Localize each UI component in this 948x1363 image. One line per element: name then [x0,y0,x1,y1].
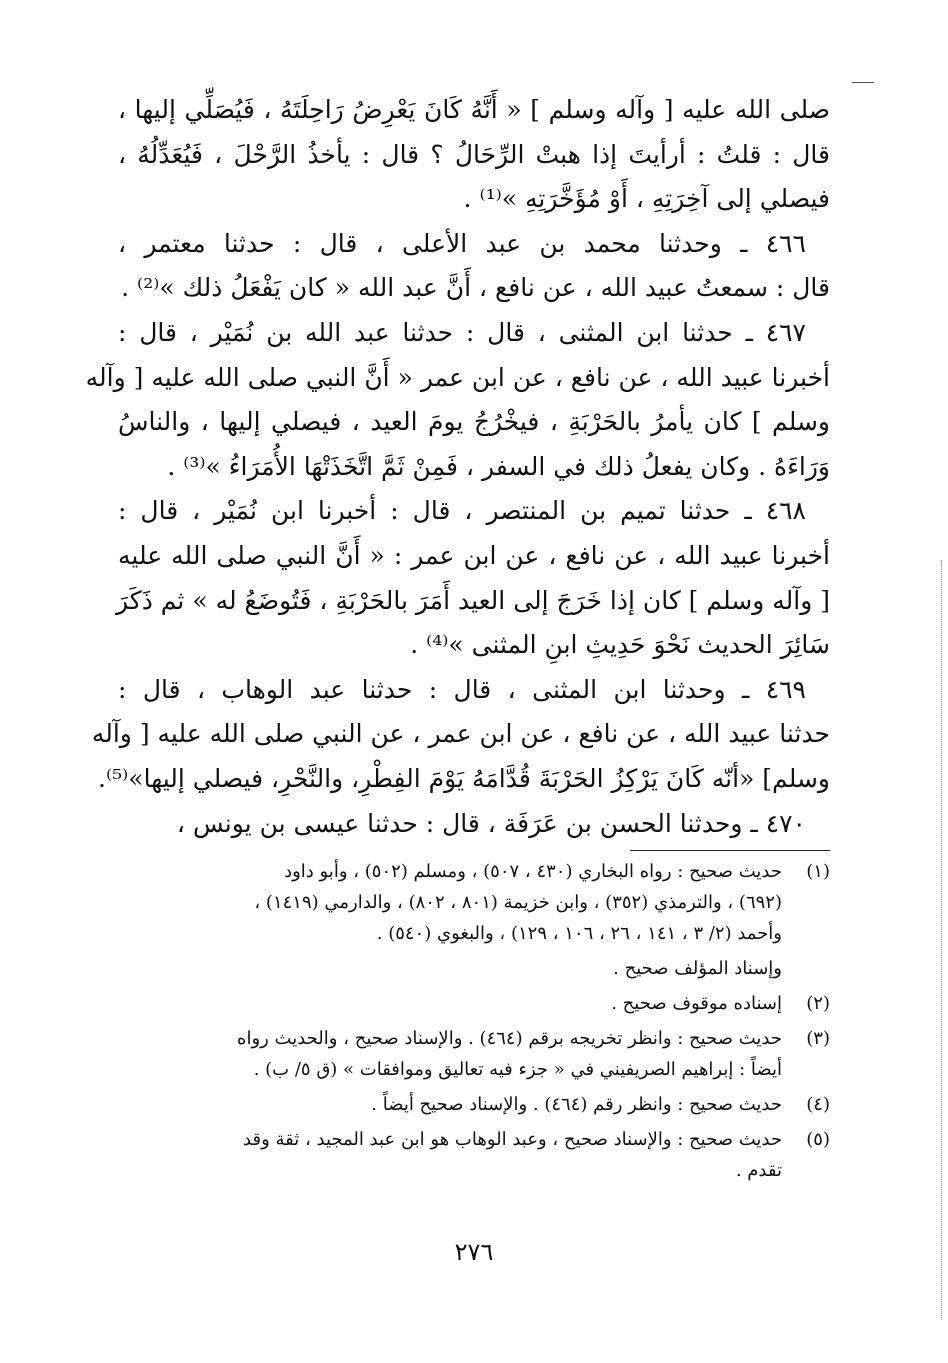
corner-mark [852,82,874,83]
text-line: وسلم] «أنّه كَانَ يَرْكِزُ الحَرْبَةَ قُدَّامَهُ يَوْمَ الفِطْرِ، والنَّحْرِ، فيصلي إليها»⁽⁵⁾. [98,763,830,793]
footnote [108,856,830,949]
footnote-line: حديث صحيح : وانظر رقم (٤٦٤) . والإسناد صحيح أيضاً . [371,1094,782,1115]
text-line: أخبرنا عبيد الله ، عن نافع ، عن ابن عمر : « أَنَّ النبي صلى الله عليه [118,540,830,570]
text-line: [ وآله وسلم ] كان إذا خَرَجَ إلى العيد أَمَرَ بالحَرْبَةِ ، فَتُوضَعُ له » ثم ذَكَرَ [116,585,830,615]
footnote [108,1124,830,1186]
hadith-469-line: ٤٦٩ ـ وحدثنا ابن المثنى ، قال : حدثنا عبد الوهاب ، قال : [118,674,806,704]
text-line: صلى الله عليه [ وآله وسلم ] « أَنَّهُ كَانَ يَعْرِضُ رَاحِلَتَهُ ، فَيُصَلِّي إليها ، [118,95,830,124]
hadith-468-line: ٤٦٨ ـ حدثنا تميم بن المنتصر ، قال : أخبرنا ابن نُمَيْر ، قال : [118,496,806,526]
text-line: قال : سمعتُ عبيد الله ، عن نافع ، أَنَّ عبد الله « كان يَفْعَلُ ذلك »⁽²⁾ . [121,273,830,303]
text-line: سَائِرَ الحديث نَحْوَ حَدِيثِ ابنِ المثنى »⁽⁴⁾ . [410,630,830,660]
footnote-line: حديث صحيح : وانظر تخريجه برقم (٤٦٤) . والإسناد صحيح ، والحديث رواه [237,1028,782,1049]
footnote-line: أيضاً : إبراهيم الصريفيني في « جزء فيه تعاليق وموافقات » (ق ٥/ ب) . [253,1059,782,1080]
hadith-466-line: ٤٦٦ ـ وحدثنا محمد بن عبد الأعلى ، قال : حدثنا معتمر ، [118,228,806,258]
footnote-number: (١) [806,861,830,882]
text-line: حدثنا عبيد الله ، عن نافع ، عن ابن عمر ، عن النبي صلى الله عليه [ وآله [91,719,830,749]
text-line: قال : قلتُ : أرأيتَ إذا هبتْ الرِّحَالُ ؟ قال : يأخذُ الرَّحْلَ ، فَيُعَدِّلُهُ ، [118,139,830,169]
footnote-line: وأحمد (٢/ ٣ ، ١٤١ ، ٢٦ ، ١٠٦ ، ١٢٩) ، والبغوي (٥٤٠) . [376,923,782,944]
footnote-line: (٦٩٢) ، والترمذي (٣٥٢) ، وابن خزيمة (٨٠١ ، ٨٠٢) ، والدارمي (١٤١٩) ، [254,892,782,913]
footnotes [108,856,830,1190]
text-line: فيصلي إلى آخِرَتِهِ ، أَوْ مُؤَخَّرَتِهِ »⁽¹⁾ . [463,184,830,214]
footnote-line: حديث صحيح : والإسناد صحيح ، وعبد الوهاب هو ابن عبد المجيد ، ثقة وقد [243,1129,782,1150]
footnote-separator [630,850,830,851]
text-line: وَرَاءَهُ . وكان يفعلُ ذلك في السفر ، فَمِنْ ثَمَّ اتَّخَذَتْهَا الأُمَرَاءُ »⁽³⁾ . [167,451,830,481]
main-text [85,88,830,846]
page-number: ٢٧٦ [454,1238,494,1266]
text-line: وسلم ] كان يأمرُ بالحَرْبَةِ ، فيخْرُجُ يومَ العيد ، فيصلي إليها ، والناسُ [118,407,830,437]
scan-edge-line [941,560,942,1320]
footnote-line: تقدم . [735,1160,782,1181]
footnote-line: حديث صحيح : رواه البخاري (٤٣٠ ، ٥٠٧) ، ومسلم (٥٠٢) ، وأبو داود [284,861,782,882]
footnote [108,988,830,1019]
footnote-number: (٣) [806,1028,830,1049]
footnote-sub-line: وإسناد المؤلف صحيح . [613,958,782,979]
footnote-number: (٤) [806,1094,830,1115]
footnote [108,1089,830,1120]
hadith-470-line: ٤٧٠ ـ وحدثنا الحسن بن عَرَفَة ، قال : حدثنا عيسى بن يونس ، [176,808,806,838]
text-line: أخبرنا عبيد الله ، عن نافع ، عن ابن عمر « أَنَّ النبي صلى الله عليه [ وآله [85,362,830,392]
footnote [108,1023,830,1085]
footnote-line: إسناده موقوف صحيح . [611,993,782,1014]
footnote-number: (٢) [806,993,830,1014]
footnote-number: (٥) [806,1129,830,1150]
hadith-467-line: ٤٦٧ ـ حدثنا ابن المثنى ، قال : حدثنا عبد الله بن نُمَيْر ، قال : [118,317,806,347]
